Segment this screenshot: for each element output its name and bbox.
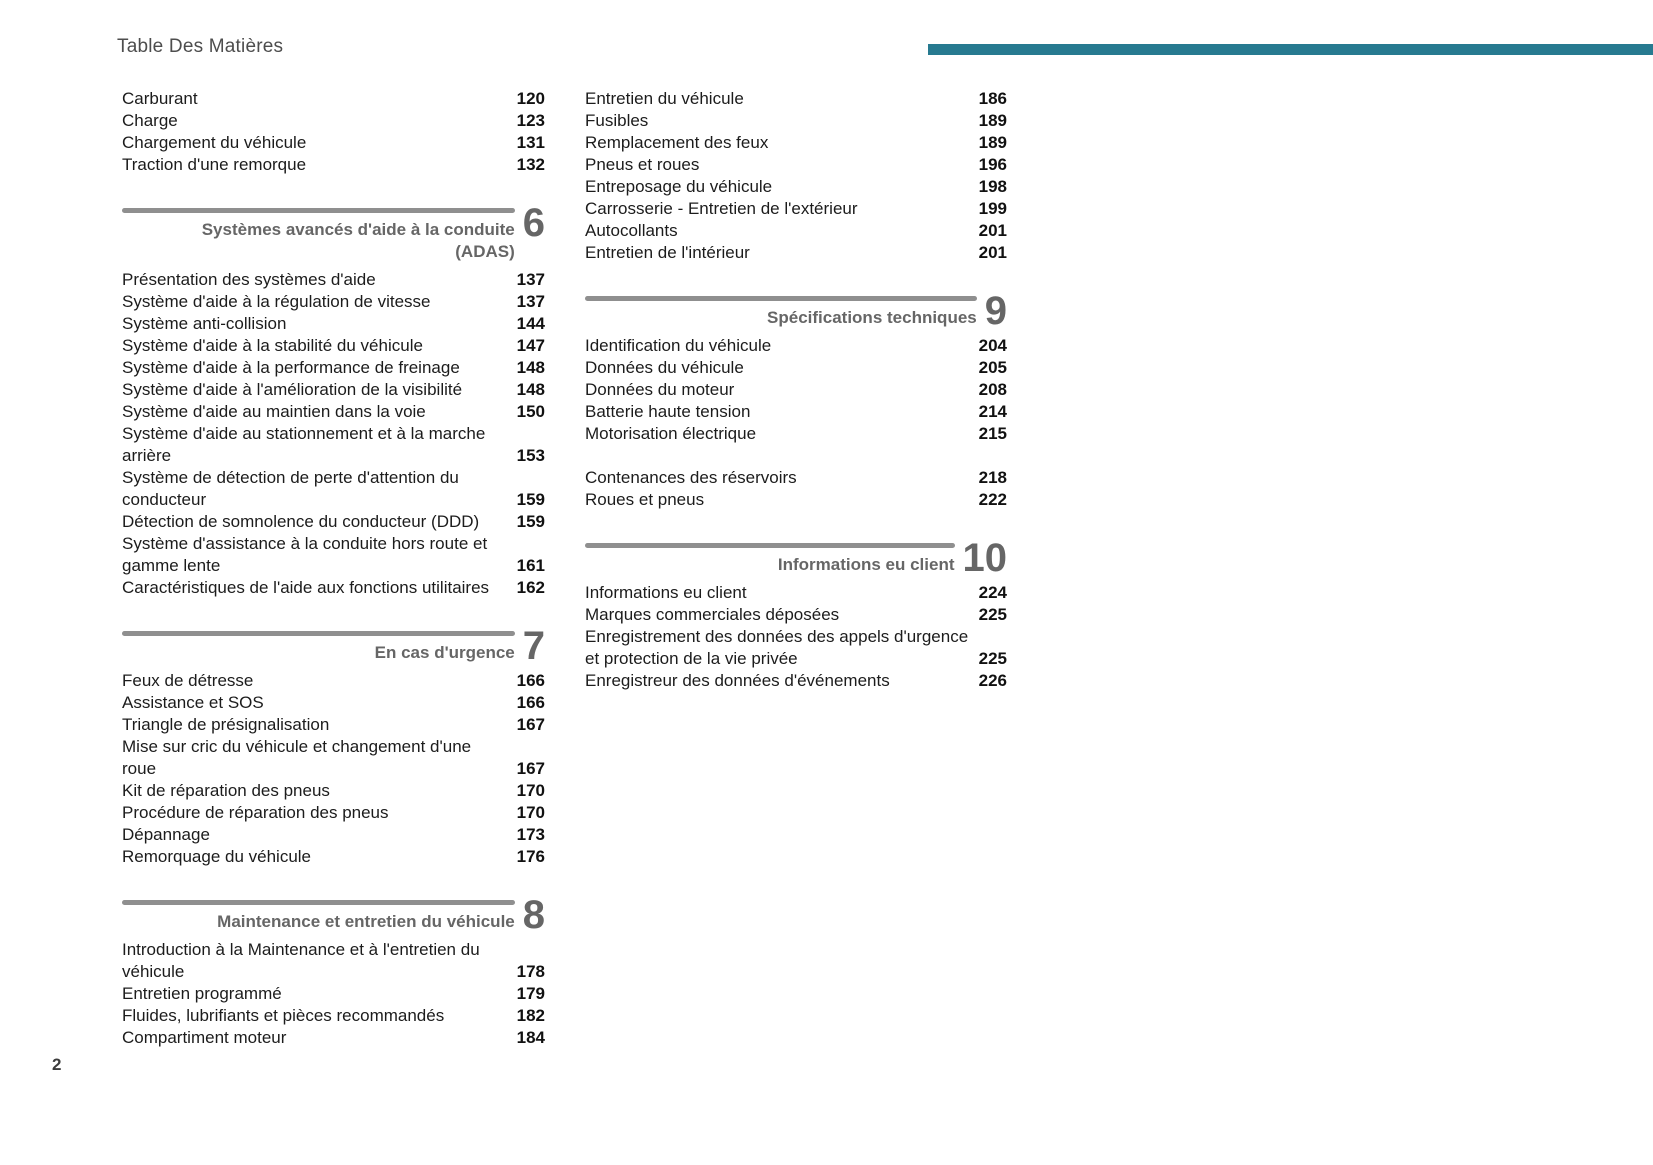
toc-entry-page: 144 [516, 314, 545, 333]
section-title [585, 554, 955, 576]
toc-entry-label: Système d'aide au stationnement et à la marche arrière [122, 424, 486, 465]
toc-entry[interactable] [585, 198, 1007, 220]
section-number: 8 [522, 893, 545, 937]
toc-entry-page: 222 [978, 490, 1007, 509]
section-7-header [122, 624, 545, 668]
toc-entry-list [122, 670, 545, 868]
toc-entry-page: 198 [978, 177, 1007, 196]
section-header-main [585, 296, 977, 329]
toc-entry-label: Entretien du véhicule [585, 89, 744, 108]
toc-entry-label: Carrosserie - Entretien de l'extérieur [585, 199, 858, 218]
toc-entry-label: Entreposage du véhicule [585, 177, 773, 196]
toc-entry-page: 186 [978, 89, 1007, 108]
section-number: 10 [962, 536, 1007, 580]
toc-entry[interactable] [585, 132, 1007, 154]
toc-entry[interactable] [122, 939, 545, 983]
toc-entry-label: Compartiment moteur [122, 1028, 287, 1047]
toc-entry-label: Fusibles [585, 111, 649, 130]
toc-column-1 [122, 88, 545, 1049]
toc-entry-label: Autocollants [585, 221, 678, 240]
toc-entry[interactable] [122, 714, 545, 736]
toc-entry[interactable] [122, 802, 545, 824]
toc-column-2 [585, 88, 1007, 1049]
toc-entry[interactable] [122, 291, 545, 313]
toc-entry-page: 120 [516, 89, 545, 108]
toc-entry[interactable] [585, 335, 1007, 357]
toc-entry[interactable] [122, 1005, 545, 1027]
section-6-header [122, 201, 545, 263]
toc-entry-page: 167 [516, 715, 545, 734]
toc-entry[interactable] [122, 983, 545, 1005]
toc-entry-label: Détection de somnolence du conducteur (DDD) [122, 512, 480, 531]
toc-entry-label: Caractéristiques de l'aide aux fonctions utilitaires [122, 578, 490, 597]
section-10-header [585, 536, 1007, 580]
section-header-main [122, 631, 515, 664]
toc-entry-page: 159 [516, 490, 545, 509]
toc-entry-page: 182 [516, 1006, 545, 1025]
toc-entry-page: 224 [978, 583, 1007, 602]
toc-entry-label: Chargement du véhicule [122, 133, 307, 152]
toc-entry[interactable] [585, 176, 1007, 198]
toc-entry[interactable] [122, 132, 545, 154]
toc-entry-label: Système d'aide à la régulation de vitesse [122, 292, 431, 311]
toc-entry-page: 208 [978, 380, 1007, 399]
section-header-main [585, 543, 955, 576]
toc-entry-label: Enregistreur des données d'événements [585, 671, 890, 690]
toc-entry-page: 184 [516, 1028, 545, 1047]
toc-entry-page: 218 [978, 468, 1007, 487]
toc-entry-label: Identification du véhicule [585, 336, 772, 355]
toc-entry-label: Données du véhicule [585, 358, 744, 377]
toc-entry-label: Présentation des systèmes d'aide [122, 270, 376, 289]
top-accent-bar [928, 44, 1653, 55]
toc-entry[interactable] [122, 533, 545, 577]
section-9-header [585, 289, 1007, 333]
toc-entry-label: Batterie haute tension [585, 402, 751, 421]
toc-entry-page: 170 [516, 803, 545, 822]
entry-spacer [585, 445, 1007, 467]
toc-entry-page: 161 [516, 556, 545, 575]
toc-entry-page: 173 [516, 825, 545, 844]
toc-entry[interactable] [585, 582, 1007, 604]
toc-entry-label: Système d'aide au maintien dans la voie [122, 402, 426, 421]
toc-entry[interactable] [122, 736, 545, 780]
toc-entry[interactable] [122, 846, 545, 868]
section-rule [585, 543, 955, 548]
toc-entry-label: Motorisation électrique [585, 424, 757, 443]
toc-entry-page: 225 [978, 605, 1007, 624]
toc-entry-label: Triangle de présignalisation [122, 715, 330, 734]
toc-entry-label: Système de détection de perte d'attention du conducteur [122, 468, 459, 509]
section-title [585, 307, 977, 329]
toc-entry-page: 150 [516, 402, 545, 421]
toc-entry-label: Données du moteur [585, 380, 735, 399]
toc-entry[interactable] [122, 1027, 545, 1049]
toc-entry-page: 178 [516, 962, 545, 981]
toc-entry-label: Procédure de réparation des pneus [122, 803, 389, 822]
section-rule [122, 208, 515, 213]
toc-entry-page: 225 [978, 649, 1007, 668]
toc-entry[interactable] [585, 110, 1007, 132]
toc-entry-label: Introduction à la Maintenance et à l'entretien du véhicule [122, 940, 480, 981]
toc-entry[interactable] [585, 670, 1007, 692]
toc-entry-list [585, 335, 1007, 511]
toc-entry-page: 205 [978, 358, 1007, 377]
toc-content [122, 88, 1007, 1049]
section-rule [122, 631, 515, 636]
toc-entry-page: 131 [516, 133, 545, 152]
toc-entry-label: Carburant [122, 89, 198, 108]
toc-entry-page: 137 [516, 292, 545, 311]
toc-entry[interactable] [122, 511, 545, 533]
toc-entry-page: 215 [978, 424, 1007, 443]
toc-entry-page: 196 [978, 155, 1007, 174]
section-title [122, 219, 515, 263]
toc-entry-list [122, 88, 545, 176]
toc-entry[interactable] [585, 401, 1007, 423]
toc-entry-label: Contenances des réservoirs [585, 468, 797, 487]
toc-entry[interactable] [585, 242, 1007, 264]
toc-entry[interactable] [585, 220, 1007, 242]
toc-entry[interactable] [122, 154, 545, 176]
toc-entry[interactable] [585, 154, 1007, 176]
toc-entry[interactable] [585, 604, 1007, 626]
toc-entry-page: 159 [516, 512, 545, 531]
toc-entry[interactable] [122, 692, 545, 714]
toc-entry-label: Marques commerciales déposées [585, 605, 840, 624]
section-title-line: Informations eu client [777, 555, 955, 574]
toc-entry-page: 170 [516, 781, 545, 800]
toc-entry-page: 162 [516, 578, 545, 597]
section-title-line: En cas d'urgence [374, 643, 515, 662]
section-title [122, 911, 515, 933]
toc-entry-page: 176 [516, 847, 545, 866]
section-title-line: Systèmes avancés d'aide à la conduite [201, 220, 515, 239]
toc-entry-page: 201 [978, 221, 1007, 240]
toc-entry[interactable] [122, 88, 545, 110]
toc-entry-label: Entretien programmé [122, 984, 282, 1003]
section-number: 6 [522, 201, 545, 245]
toc-entry[interactable] [122, 577, 545, 599]
toc-entry-page: 179 [516, 984, 545, 1003]
toc-entry-page: 148 [516, 380, 545, 399]
toc-entry[interactable] [122, 379, 545, 401]
toc-entry-label: Traction d'une remorque [122, 155, 307, 174]
toc-entry-page: 153 [516, 446, 545, 465]
toc-entry[interactable] [122, 401, 545, 423]
toc-entry[interactable] [585, 88, 1007, 110]
toc-entry[interactable] [122, 110, 545, 132]
toc-entry-page: 148 [516, 358, 545, 377]
toc-entry[interactable] [585, 626, 1007, 670]
section-title [122, 642, 515, 664]
toc-entry-page: 214 [978, 402, 1007, 421]
section-number: 7 [522, 624, 545, 668]
toc-entry-list [585, 582, 1007, 692]
toc-entry-label: Kit de réparation des pneus [122, 781, 330, 800]
section-number: 9 [984, 289, 1007, 333]
toc-entry-label: Feux de détresse [122, 671, 254, 690]
toc-entry[interactable] [122, 467, 545, 511]
toc-entry-list [122, 939, 545, 1049]
toc-entry-label: Remorquage du véhicule [122, 847, 312, 866]
toc-entry-label: Mise sur cric du véhicule et changement d'une roue [122, 737, 472, 778]
page-number: 2 [52, 1055, 62, 1074]
toc-entry-label: Entretien de l'intérieur [585, 243, 750, 262]
toc-entry-page: 147 [516, 336, 545, 355]
toc-entry-label: Assistance et SOS [122, 693, 264, 712]
toc-entry-list [122, 269, 545, 599]
toc-entry-list [585, 88, 1007, 264]
toc-entry[interactable] [122, 423, 545, 467]
toc-entry[interactable] [122, 824, 545, 846]
section-title-line: Spécifications techniques [767, 308, 977, 327]
toc-entry[interactable] [122, 313, 545, 335]
toc-entry-page: 132 [516, 155, 545, 174]
toc-entry-page: 226 [978, 671, 1007, 690]
toc-entry-page: 189 [978, 111, 1007, 130]
toc-entry-page: 123 [516, 111, 545, 130]
section-header-main [122, 900, 515, 933]
toc-entry[interactable] [585, 357, 1007, 379]
toc-entry-label: Remplacement des feux [585, 133, 769, 152]
toc-entry[interactable] [585, 467, 1007, 489]
toc-entry-label: Charge [122, 111, 178, 130]
toc-entry-label: Dépannage [122, 825, 210, 844]
toc-entry-label: Pneus et roues [585, 155, 700, 174]
page-header-title: Table Des Matières [117, 36, 284, 57]
toc-entry-page: 199 [978, 199, 1007, 218]
toc-entry-page: 201 [978, 243, 1007, 262]
toc-entry-page: 166 [516, 693, 545, 712]
toc-entry-label: Enregistrement des données des appels d'urgence et protection de la vie privée [585, 627, 969, 668]
section-rule [122, 900, 515, 905]
toc-entry-page: 167 [516, 759, 545, 778]
toc-entry[interactable] [122, 357, 545, 379]
toc-entry-page: 137 [516, 270, 545, 289]
toc-entry-label: Système d'aide à la stabilité du véhicule [122, 336, 423, 355]
toc-entry-page: 189 [978, 133, 1007, 152]
toc-entry-label: Système anti-collision [122, 314, 287, 333]
toc-entry[interactable] [585, 489, 1007, 511]
toc-entry-label: Fluides, lubrifiants et pièces recommandés [122, 1006, 445, 1025]
toc-entry[interactable] [122, 335, 545, 357]
section-title-line: Maintenance et entretien du véhicule [217, 912, 515, 931]
toc-entry-label: Roues et pneus [585, 490, 705, 509]
toc-entry-label: Système d'assistance à la conduite hors route et gamme lente [122, 534, 488, 575]
toc-entry[interactable] [122, 269, 545, 291]
toc-entry-page: 166 [516, 671, 545, 690]
toc-entry[interactable] [585, 379, 1007, 401]
section-rule [585, 296, 977, 301]
toc-entry[interactable] [585, 423, 1007, 445]
toc-entry[interactable] [122, 670, 545, 692]
section-header-main [122, 208, 515, 263]
toc-entry[interactable] [122, 780, 545, 802]
section-title-line: (ADAS) [455, 242, 515, 261]
toc-entry-label: Système d'aide à l'amélioration de la visibilité [122, 380, 463, 399]
toc-entry-page: 204 [978, 336, 1007, 355]
toc-entry-label: Informations eu client [585, 583, 747, 602]
toc-entry-label: Système d'aide à la performance de freinage [122, 358, 460, 377]
section-8-header [122, 893, 545, 937]
